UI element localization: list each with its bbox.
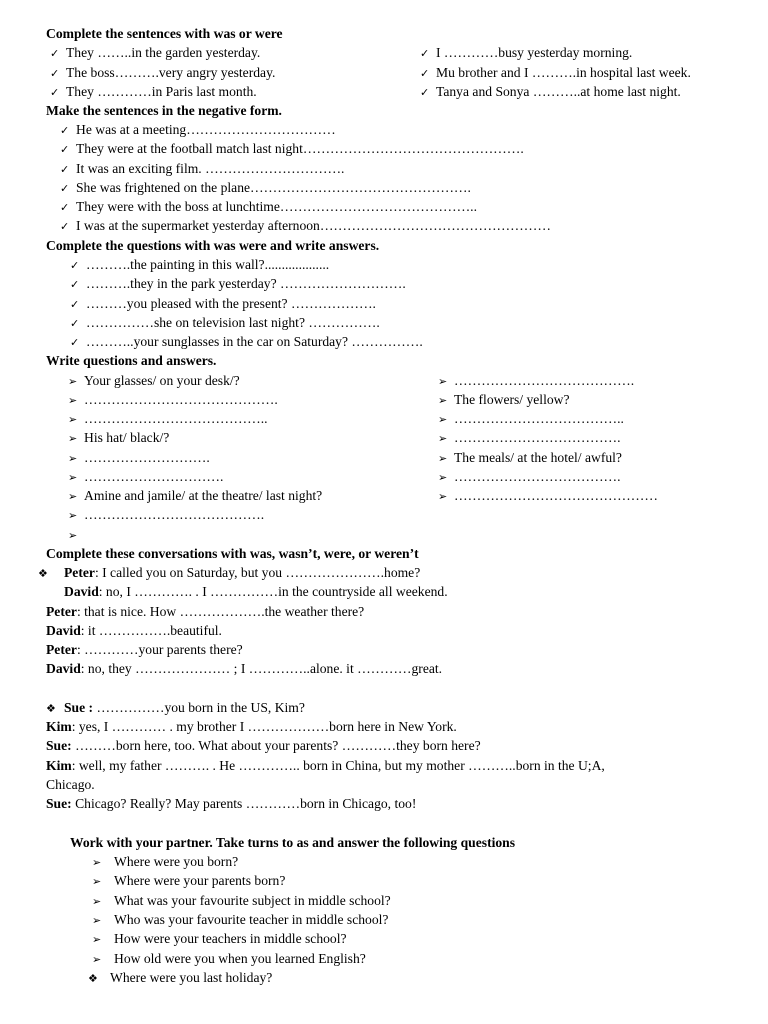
list-item: ✓ ………you pleased with the present? ………………. — [70, 296, 376, 311]
list-item: ✓ They ……..in the garden yesterday. — [50, 45, 261, 60]
list-item: ➢ ………………………. — [68, 450, 210, 465]
arrowhead-icon: ➢ — [68, 394, 78, 407]
arrowhead-icon: ➢ — [68, 452, 78, 465]
check-icon: ✓ — [70, 317, 80, 330]
list-item: ➢ Amine and jamile/ at the theatre/ last night? — [68, 488, 323, 503]
check-icon: ✓ — [70, 278, 80, 291]
arrowhead-icon: ➢ — [68, 509, 78, 522]
check-icon: ✓ — [60, 143, 70, 156]
check-icon: ✓ — [60, 163, 70, 176]
list-item: ➢ …………………………………. — [68, 507, 265, 522]
arrowhead-icon: ➢ — [68, 375, 78, 388]
list-item: ✓ She was frightened on the plane…………………………………………. — [60, 180, 471, 195]
dialogue-line: Chicago. — [46, 777, 95, 792]
check-icon: ✓ — [50, 86, 60, 99]
diamond-bullet-icon: ❖ — [88, 972, 98, 985]
section-title: Make the sentences in the negative form. — [46, 103, 282, 118]
list-item: ✓ Mu brother and I ……….in hospital last week. — [420, 65, 691, 80]
check-icon: ✓ — [60, 124, 70, 137]
list-item: ❖ Where were you last holiday? — [88, 970, 273, 985]
check-icon: ✓ — [70, 298, 80, 311]
diamond-bullet-icon: ❖ — [38, 567, 48, 580]
list-item: ➢ How were your teachers in middle school? — [92, 931, 347, 946]
section-title: Work with your partner. Take turns to as and answer the following questions — [70, 835, 516, 850]
check-icon: ✓ — [60, 201, 70, 214]
dialogue-line: Kim: well, my father ………. . He ………….. born in China, but my mother ………..born in the U;A, — [46, 758, 605, 773]
list-item: ➢ His hat/ black/? — [68, 430, 170, 445]
dialogue-line: Sue: Chicago? Really? May parents …………born in Chicago, too! — [46, 796, 417, 811]
list-item: ➢ ……………………………………. — [68, 392, 278, 407]
list-item: ✓ It was an exciting film. …………………………. — [60, 161, 345, 176]
check-icon: ✓ — [50, 67, 60, 80]
arrowhead-icon: ➢ — [68, 529, 78, 542]
list-item: ✓ ……….they in the park yesterday? ………………………. — [70, 276, 406, 291]
arrowhead-icon: ➢ — [68, 413, 78, 426]
arrowhead-icon: ➢ — [92, 953, 102, 966]
list-item: ✓ ……………she on television last night? ……………. — [70, 315, 380, 330]
dialogue-line: David: it …………….beautiful. — [46, 623, 222, 638]
check-icon: ✓ — [60, 220, 70, 233]
list-item: ✓ The boss……….very angry yesterday. — [50, 65, 276, 80]
check-icon: ✓ — [420, 47, 430, 60]
list-item: ➢ ……………………………………… — [438, 488, 658, 503]
check-icon: ✓ — [70, 259, 80, 272]
diamond-bullet-icon: ❖ — [46, 702, 56, 715]
list-item: ➢ ………………………………. — [438, 430, 621, 445]
list-item: ➢ …………………………. — [68, 469, 224, 484]
arrowhead-icon: ➢ — [68, 471, 78, 484]
arrowhead-icon: ➢ — [438, 452, 448, 465]
list-item: ✓ I …………busy yesterday morning. — [420, 45, 633, 60]
check-icon: ✓ — [420, 86, 430, 99]
list-item: ➢ What was your favourite subject in middle school? — [92, 893, 391, 908]
dialogue-line: Sue: ………born here, too. What about your parents? …………they born here? — [46, 738, 481, 753]
check-icon: ✓ — [60, 182, 70, 195]
list-item: ➢ …………………………………. — [438, 373, 635, 388]
list-item: ✓ They …………in Paris last month. — [50, 84, 257, 99]
list-item: ➢ How old were you when you learned English? — [92, 951, 366, 966]
dialogue-line: David: no, I …………. . I ……………in the countryside all weekend. — [64, 584, 448, 599]
arrowhead-icon: ➢ — [92, 856, 102, 869]
list-item: ✓ They were at the football match last night…………………………………………. — [60, 141, 524, 156]
list-item: ➢ Where were you born? — [92, 854, 239, 869]
section-title: Complete the sentences with was or were — [46, 26, 283, 41]
dialogue-line: David: no, they ………………… ; I …………..alone. it …………great. — [46, 661, 443, 676]
list-item: ➢ Your glasses/ on your desk/? — [68, 373, 240, 388]
arrowhead-icon: ➢ — [68, 432, 78, 445]
list-item: ➢ The flowers/ yellow? — [438, 392, 570, 407]
arrowhead-icon: ➢ — [438, 413, 448, 426]
dialogue-line: Peter: that is nice. How ……………….the weather there? — [46, 604, 365, 619]
dialogue-line: Peter: …………your parents there? — [46, 642, 243, 657]
list-item: ✓ ……….the painting in this wall?................... — [70, 257, 330, 272]
list-item: ✓ Tanya and Sonya ………..at home last night. — [420, 84, 681, 99]
arrowhead-icon: ➢ — [438, 471, 448, 484]
arrowhead-icon: ➢ — [92, 895, 102, 908]
dialogue-line: ❖ Sue : ……………you born in the US, Kim? — [46, 700, 305, 715]
section-title: Write questions and answers. — [46, 353, 217, 368]
list-item: ✓ I was at the supermarket yesterday afternoon…………………………………………… — [60, 218, 551, 233]
section-title: Complete these conversations with was, wasn’t, were, or weren’t — [46, 546, 419, 561]
list-item — [68, 527, 84, 544]
arrowhead-icon: ➢ — [92, 933, 102, 946]
list-item: ✓ They were with the boss at lunchtime…………………………………….. — [60, 199, 477, 214]
dialogue-line: Kim: yes, I ………… . my brother I ………………born here in New York. — [46, 719, 457, 734]
arrowhead-icon: ➢ — [68, 490, 78, 503]
list-item: ➢ The meals/ at the hotel/ awful? — [438, 450, 622, 465]
list-item: ➢ ……………………………….. — [438, 411, 624, 426]
list-item: ✓ He was at a meeting…………………………… — [60, 122, 336, 137]
arrowhead-icon: ➢ — [92, 914, 102, 927]
arrowhead-icon: ➢ — [438, 394, 448, 407]
list-item: ➢ Who was your favourite teacher in middle school? — [92, 912, 389, 927]
section-title: Complete the questions with was were and write answers. — [46, 238, 380, 253]
dialogue-line: ❖ Peter: I called you on Saturday, but you ………………….home? — [38, 565, 421, 580]
arrowhead-icon: ➢ — [438, 432, 448, 445]
list-item: ➢ Where were your parents born? — [92, 873, 286, 888]
check-icon: ✓ — [70, 336, 80, 349]
arrowhead-icon: ➢ — [438, 490, 448, 503]
list-item: ➢ ………………………………. — [438, 469, 621, 484]
arrowhead-icon: ➢ — [92, 875, 102, 888]
list-item: ➢ ………………………………….. — [68, 411, 268, 426]
arrowhead-icon: ➢ — [438, 375, 448, 388]
check-icon: ✓ — [50, 47, 60, 60]
list-item: ✓ ………..your sunglasses in the car on Saturday? ……………. — [70, 334, 423, 349]
check-icon: ✓ — [420, 67, 430, 80]
